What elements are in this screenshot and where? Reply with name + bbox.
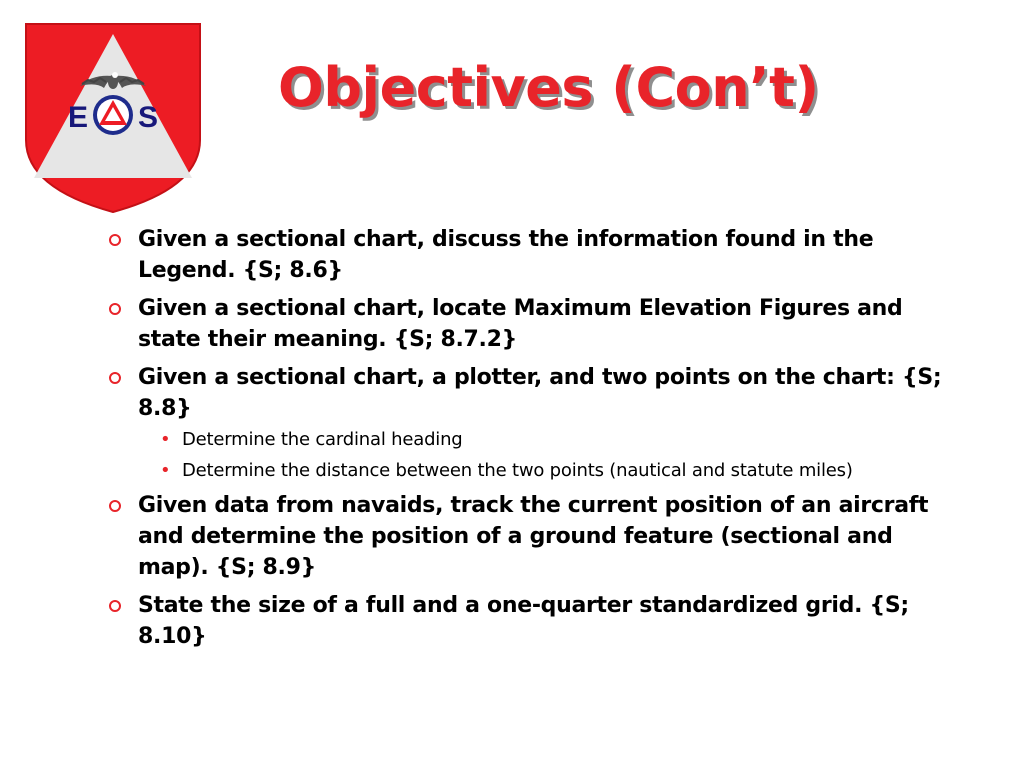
objective-text: Given data from navaids, track the current position of an aircraft and determine the position of a ground feature (sectional and map). {S; 8.9}: [138, 493, 929, 580]
objective-item: [100, 224, 960, 286]
slide-title: Objectives (Con’t): [278, 56, 819, 119]
objective-item: [100, 362, 960, 483]
objective-text: Given a sectional chart, discuss the information found in the Legend. {S; 8.6}: [138, 227, 874, 283]
sub-objective-item: [138, 459, 960, 483]
bullet-ring-icon: [109, 234, 121, 246]
sub-objective-text: Determine the cardinal heading: [182, 429, 463, 450]
bullet-dot-icon: •: [160, 460, 171, 481]
objective-subitems: [138, 428, 960, 483]
bullet-ring-icon: [109, 500, 121, 512]
sub-objective-text: Determine the distance between the two points (nautical and statute miles): [182, 460, 853, 481]
cap-emblem-icon: [93, 95, 133, 135]
sub-objective-item: [138, 428, 960, 452]
objective-text: State the size of a full and a one-quarter standardized grid. {S; 8.10}: [138, 593, 909, 649]
bullet-dot-icon: •: [160, 429, 171, 450]
bullet-ring-icon: [109, 303, 121, 315]
objective-text: Given a sectional chart, a plotter, and two points on the chart: {S; 8.8}: [138, 365, 942, 421]
objectives-list: [100, 224, 960, 659]
objective-item: [100, 490, 960, 583]
logo-letter-e: E: [67, 101, 89, 134]
logo-letter-s: S: [137, 101, 159, 134]
objective-item: [100, 590, 960, 652]
bullet-ring-icon: [109, 600, 121, 612]
objective-item: [100, 293, 960, 355]
objective-text: Given a sectional chart, locate Maximum Elevation Figures and state their meaning. {S; 8.7.2}: [138, 296, 903, 352]
es-shield-logo: [22, 20, 204, 216]
bullet-ring-icon: [109, 372, 121, 384]
